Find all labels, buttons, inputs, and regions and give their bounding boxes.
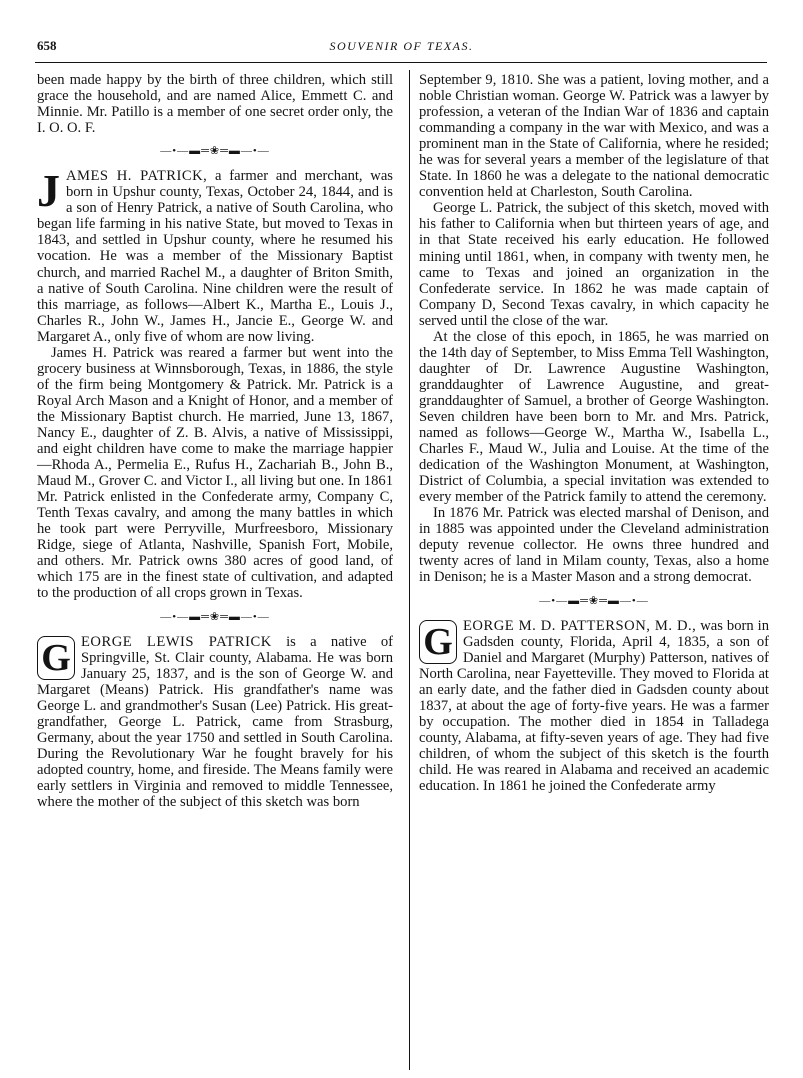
bio-name-george-lewis-patrick: EORGE LEWIS PATRICK — [81, 633, 272, 650]
section-ornament: —•—▬═❀═▬—•— — [160, 145, 270, 158]
running-head: SOUVENIR OF TEXAS. — [329, 39, 474, 53]
drop-cap-j: J — [37, 165, 60, 217]
paragraph: In 1876 Mr. Patrick was elected marshal of Denison, and in 1885 was appointed under the Cleveland administration deputy revenue collector. He owns three hundred and twenty acres of land in Milam county, Texas, also a home in Denison; he is a Master Mason and a strong democrat. — [419, 505, 769, 586]
left-column — [37, 72, 393, 810]
bio-text: is a native of Springville, St. Clair county, Alabama. He was born January 25, 1837, and is the son of George W. and Margaret (Means) Patrick. His grandfather's name was George L. and grandmother's Susan (Lee) Patrick. His great-grandfather, George L. Patrick, came from Strasburg, Germany, about the year 1750 and settled in South Carolina. During the Revolutionary War he fought bravely for his adopted country, home, and fireside. The Means family were early settlers in Virginia and removed to middle Tennessee, where the mother of the subject of this sketch was born — [37, 633, 393, 811]
page-number: 658 — [37, 38, 57, 53]
section-ornament: —•—▬═❀═▬—•— — [160, 610, 270, 623]
paragraph-continued: September 9, 1810. She was a patient, loving mother, and a noble Christian woman. George W. Patrick was a lawyer by profession, a veteran of the Indian War of 1836 and captain commanding a company in the war with Mexico, and was a prominent man in the State of California, where he resided; he was for several years a member of the legislature of that State. In 1860 he was a delegate to the national democratic convention held at Charleston, South Carolina. — [419, 72, 769, 201]
header-rule — [35, 62, 767, 63]
paragraph: George L. Patrick, the subject of this sketch, moved with his father to California when but thirteen years of age, and in that State received his early education. He followed mining until 1861, when, in company with twenty men, he came to Texas and joined an organization in the Confederate service. In 1862 he was made captain of Company D, Second Texas cavalry, in which capacity he served until the close of the war. — [419, 200, 769, 329]
paragraph-patillo-end: been made happy by the birth of three children, which still grace the household, and are named Alice, Emmett C. and Minnie. Mr. Patillo is a member of one secret order only, the I. O. O. F. — [37, 72, 393, 137]
bio-text: was born in Gadsden county, Florida, April 4, 1835, a son of Daniel and Margaret (Murphy) Patterson, natives of North Carolina, near Fayetteville. They moved to Florida at an early date, and the father died in Gadsden county about 1837, at about the age of forty-five years. He was a farmer by occupation. The mother died in 1854 in Talladega county, Alabama, at fifty-seven years of age. They had five children, of whom the subject of this sketch is the fourth child. He was reared in Alabama and received an academic education. In 1861 he joined the Confederate army — [419, 617, 769, 795]
bio-george-patterson-intro — [419, 618, 769, 795]
section-ornament: —•—▬═❀═▬—•— — [539, 594, 649, 607]
bio-james-patrick-paragraph: James H. Patrick was reared a farmer but went into the grocery business at Winnsborough, Texas, in 1886, the style of the firm being Montgomery & Patrick. Mr. Patrick is a Royal Arch Mason and a Knight of Honor, and a member of the Missionary Baptist church. He married, June 13, 1867, Nancy E., daughter of Z. B. Alvis, a native of Mississippi, and eight children have come to make the marriage happier—Rhoda A., Permelia E., Rufus H., Zachariah B., John B., Maud M., Grover C. and Victor I., all living but one. In 1861 Mr. Patrick enlisted in the Confederate army, Company C, Tenth Texas cavalry, and among the many battles in which he took part were Perryville, Murfreesboro, Missionary Ridge, siege of Atlanta, Nashville, Spanish Fort, Mobile, and others. Mr. Patrick owns 380 acres of good land, of which 175 are in the finest state of cultivation, and adapted to the production of all crops grown in Texas. — [37, 344, 393, 602]
bio-george-lewis-patrick-intro — [37, 634, 393, 811]
bio-james-patrick-intro — [37, 165, 393, 345]
bio-name-james-patrick: AMES H. PATRICK, — [66, 168, 208, 185]
paragraph: At the close of this epoch, in 1865, he was married on the 14th day of September, to Miss Emma Tell Washington, daughter of Dr. Lawrence Augustine Washington, granddaughter of Lawrence Augustine, and great-granddaughter of Samuel, a brother of George Washington. Seven children have been born to Mr. and Mrs. Patrick, named as follows—George W., Martha W., Isabella L., Charles F., Maud W., Julia and Louise. At the time of the dedication of the Washington Monument, at Washington, District of Columbia, a special invitation was extended to every member of the Patrick family to attend the ceremony. — [419, 328, 769, 506]
drop-cap-g: G — [37, 636, 75, 680]
bio-text: a farmer and merchant, was born in Upshur county, Texas, October 24, 1844, and is a son of Henry Patrick, a native of South Carolina, who began life farming in his native State, but moved to Texas in 1843, and settled in Upshur county, where he resumed his vocation. He was a member of the Missionary Baptist church, and married Rachel M., a daughter of Briton Smith, a native of South Carolina. Nine children were the result of this marriage, as follows—Albert K., Martha E., Louis J., Charles R., John W., James H., Jancie E., George W. and Margaret A., only five of whom are now living. — [37, 168, 393, 345]
bio-name-george-patterson: EORGE M. D. PATTERSON, M. D., — [463, 617, 697, 634]
right-column — [419, 72, 769, 794]
column-divider — [409, 70, 410, 1070]
drop-cap-g: G — [419, 620, 457, 664]
